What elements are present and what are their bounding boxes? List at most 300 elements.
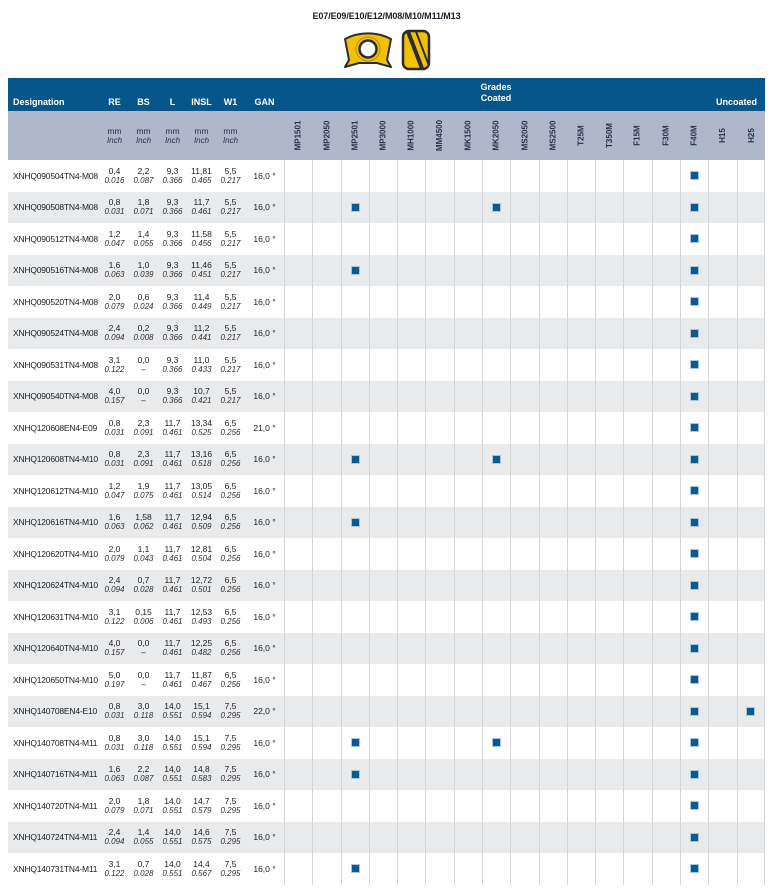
- grade-cell-mp2050: [312, 633, 340, 665]
- bs-value-cell: [129, 633, 158, 665]
- gan-value-cell: 21,0 °: [253, 422, 276, 433]
- re-mm-value: 0,8: [108, 732, 121, 743]
- grade-cell-t350m: [595, 255, 623, 287]
- grade-cell-mp2501: [341, 286, 369, 318]
- bs-value-cell: [129, 412, 158, 444]
- bs-inch-value: 0.091: [133, 427, 154, 437]
- grade-cell-mm4500: [425, 853, 453, 885]
- grade-cell-f30m: [652, 412, 680, 444]
- grade-cell-mp3000: [369, 444, 397, 476]
- grade-cell-mp3000: [369, 223, 397, 255]
- grade-cell-ms2050: [510, 759, 538, 791]
- grade-cell-mm4500: [425, 790, 453, 822]
- grade-cell-mm4500: [425, 570, 453, 602]
- grade-cell-mp1501: [284, 790, 312, 822]
- w1-mm-value: 6,5: [224, 449, 237, 460]
- grade-cell-mh1000: [397, 853, 425, 885]
- gan-value-cell: 16,0 °: [253, 580, 276, 591]
- grade-column-label: F30M: [661, 125, 671, 146]
- grade-cell-t25m: [567, 444, 595, 476]
- table-row: [8, 664, 765, 696]
- grade-cell-t350m: [595, 664, 623, 696]
- bs-mm-value: 1,0: [137, 260, 150, 271]
- re-value-cell: [100, 255, 129, 287]
- bs-inch-value: 0.071: [133, 805, 154, 815]
- designation-cell: XNHQ140731TN4-M11: [13, 863, 98, 874]
- grade-cell-h25: [737, 255, 765, 287]
- bs-value-cell: [129, 255, 158, 287]
- availability-marker: [690, 801, 699, 810]
- availability-marker: [690, 423, 699, 432]
- l-value-cell: [158, 318, 187, 350]
- grade-column-label: MH1000: [406, 120, 416, 151]
- insl-mm-value: 15,1: [193, 701, 210, 712]
- bs-mm-value: 0,0: [137, 386, 150, 397]
- grade-cell-mm4500: [425, 223, 453, 255]
- grade-cell-h15: [708, 349, 736, 381]
- grade-cell-ms2050: [510, 475, 538, 507]
- grade-cell-h25: [737, 853, 765, 885]
- grade-cell-mk2050: [482, 601, 510, 633]
- grade-cell-mk2050: [482, 475, 510, 507]
- insl-inch-value: 0.594: [191, 742, 212, 752]
- l-inch-value: 0.366: [162, 238, 183, 248]
- grade-cell-ms2500: [539, 822, 567, 854]
- grade-cell-f15m: [623, 853, 651, 885]
- grade-cell-ms2500: [539, 759, 567, 791]
- grade-cell-f30m: [652, 822, 680, 854]
- l-value-cell: [158, 223, 187, 255]
- grade-cell-ms2050: [510, 381, 538, 413]
- grade-cell-t350m: [595, 475, 623, 507]
- grade-cell-t25m: [567, 790, 595, 822]
- grade-cell-t25m: [567, 507, 595, 539]
- w1-mm-value: 6,5: [224, 417, 237, 428]
- column-header-re: RE: [108, 97, 121, 107]
- grade-cell-f30m: [652, 160, 680, 192]
- gan-value-cell: 16,0 °: [253, 863, 276, 874]
- l-inch-value: 0.366: [162, 333, 183, 343]
- grade-cell-mh1000: [397, 664, 425, 696]
- grade-cell-f15m: [623, 318, 651, 350]
- re-mm-value: 3,1: [108, 606, 121, 617]
- grade-cell-mp1501: [284, 570, 312, 602]
- grade-cell-ms2500: [539, 255, 567, 287]
- l-value-cell: [158, 412, 187, 444]
- grade-cell-mp1501: [284, 759, 312, 791]
- grade-cell-f40m: [680, 475, 708, 507]
- bs-value-cell: [129, 570, 158, 602]
- table-row: [8, 790, 765, 822]
- grade-cell-h15: [708, 727, 736, 759]
- l-inch-value: 0.551: [162, 837, 183, 847]
- re-mm-value: 2,4: [108, 323, 121, 334]
- grade-cell-mp1501: [284, 475, 312, 507]
- insl-value-cell: [187, 507, 216, 539]
- bs-inch-value: 0.062: [133, 522, 154, 532]
- re-mm-value: 1,2: [108, 228, 121, 239]
- grade-cell-h25: [737, 601, 765, 633]
- re-inch-value: 0.063: [104, 270, 125, 280]
- grade-cell-mp3000: [369, 664, 397, 696]
- grade-cell-mp1501: [284, 381, 312, 413]
- bs-inch-value: 0.091: [133, 459, 154, 469]
- grade-column-label: MK1500: [463, 120, 473, 151]
- w1-mm-value: 6,5: [224, 480, 237, 491]
- table-row: [8, 759, 765, 791]
- designation-cell: XNHQ090512TN4-M08: [13, 233, 98, 244]
- w1-inch-value: 0.295: [220, 805, 241, 815]
- insl-mm-value: 14,8: [193, 764, 210, 775]
- grade-cell-mk2050: [482, 633, 510, 665]
- table-row: [8, 538, 765, 570]
- grade-column-header-mp1501: [284, 111, 312, 160]
- insl-inch-value: 0.579: [191, 805, 212, 815]
- insl-mm-value: 10,7: [193, 386, 210, 397]
- availability-marker: [690, 455, 699, 464]
- designation-cell: XNHQ120608TN4-M10: [13, 454, 98, 465]
- availability-marker: [690, 738, 699, 747]
- designation-cell: XNHQ090540TN4-M08: [13, 391, 98, 402]
- table-row: [8, 853, 765, 885]
- re-value-cell: [100, 790, 129, 822]
- bs-inch-value: 0.075: [133, 490, 154, 500]
- l-mm-value: 11,7: [164, 669, 181, 680]
- grade-cell-t350m: [595, 160, 623, 192]
- re-value-cell: [100, 696, 129, 728]
- insert-icons: [0, 27, 773, 71]
- grade-cell-t350m: [595, 412, 623, 444]
- grade-cell-mp1501: [284, 633, 312, 665]
- grade-cell-ms2500: [539, 538, 567, 570]
- unit-inch-label: Inch: [193, 135, 210, 145]
- grade-cell-h15: [708, 475, 736, 507]
- availability-marker: [690, 549, 699, 558]
- re-mm-value: 1,6: [108, 260, 121, 271]
- grade-cell-t350m: [595, 381, 623, 413]
- bs-value-cell: [129, 444, 158, 476]
- grade-cell-mh1000: [397, 790, 425, 822]
- re-inch-value: 0.157: [104, 396, 125, 406]
- table-row: [8, 475, 765, 507]
- re-value-cell: [100, 538, 129, 570]
- grade-cell-mk1500: [454, 160, 482, 192]
- grade-cell-mm4500: [425, 412, 453, 444]
- uncoated-group-label: Uncoated: [715, 97, 757, 107]
- table-row: [8, 601, 765, 633]
- bs-mm-value: 0,0: [137, 638, 150, 649]
- re-inch-value: 0.016: [104, 175, 125, 185]
- table-row: [8, 696, 765, 728]
- grade-cell-ms2050: [510, 727, 538, 759]
- grade-cell-ms2500: [539, 223, 567, 255]
- grade-cell-mk2050: [482, 853, 510, 885]
- w1-value-cell: [216, 570, 245, 602]
- bs-inch-value: 0.043: [133, 553, 154, 563]
- grade-cell-t25m: [567, 538, 595, 570]
- l-value-cell: [158, 507, 187, 539]
- bs-mm-value: 1,58: [135, 512, 152, 523]
- table-row: [8, 160, 765, 192]
- grade-cell-mh1000: [397, 318, 425, 350]
- bs-inch-value: 0.071: [133, 207, 154, 217]
- gan-value-cell: 16,0 °: [253, 391, 276, 402]
- grade-cell-mp2050: [312, 286, 340, 318]
- w1-inch-value: 0.256: [220, 679, 241, 689]
- grade-cell-t25m: [567, 696, 595, 728]
- grade-cell-ms2050: [510, 570, 538, 602]
- grade-cell-mp2050: [312, 318, 340, 350]
- bs-inch-value: 0.118: [133, 742, 154, 752]
- grade-cell-mp3000: [369, 538, 397, 570]
- insl-inch-value: 0.583: [191, 774, 212, 784]
- bs-value-cell: [129, 223, 158, 255]
- grade-cell-mh1000: [397, 696, 425, 728]
- grade-cell-mp3000: [369, 412, 397, 444]
- grade-cell-f40m: [680, 727, 708, 759]
- table-row: [8, 286, 765, 318]
- l-inch-value: 0.366: [162, 396, 183, 406]
- grade-cell-mp1501: [284, 192, 312, 224]
- grade-cell-mp2050: [312, 696, 340, 728]
- grade-cell-mk1500: [454, 570, 482, 602]
- grade-cell-f30m: [652, 318, 680, 350]
- grade-cell-h15: [708, 570, 736, 602]
- grade-cell-ms2500: [539, 475, 567, 507]
- grade-cell-f30m: [652, 633, 680, 665]
- grade-cell-t25m: [567, 853, 595, 885]
- grade-cell-ms2050: [510, 822, 538, 854]
- grade-cell-ms2050: [510, 633, 538, 665]
- grade-cell-mp2501: [341, 412, 369, 444]
- grade-cell-mp2501: [341, 601, 369, 633]
- insl-mm-value: 11,58: [191, 228, 212, 239]
- re-mm-value: 2,4: [108, 575, 121, 586]
- bs-value-cell: [129, 822, 158, 854]
- re-mm-value: 5,0: [108, 669, 121, 680]
- grade-column-label: MM4500: [435, 119, 445, 152]
- grade-cell-f30m: [652, 223, 680, 255]
- grade-cell-mp2050: [312, 412, 340, 444]
- re-inch-value: 0.031: [104, 427, 125, 437]
- grade-column-header-mm4500: [425, 111, 453, 160]
- l-value-cell: [158, 822, 187, 854]
- grade-cell-mp2050: [312, 160, 340, 192]
- grade-column-label: MP3000: [378, 120, 388, 151]
- grade-cell-h15: [708, 412, 736, 444]
- grade-cell-f40m: [680, 822, 708, 854]
- w1-inch-value: 0.217: [220, 270, 241, 280]
- re-inch-value: 0.079: [104, 301, 125, 311]
- w1-value-cell: [216, 286, 245, 318]
- l-value-cell: [158, 381, 187, 413]
- insert-front-view-icon: [342, 29, 394, 71]
- availability-marker: [690, 864, 699, 873]
- column-header-w1: W1: [223, 97, 238, 107]
- availability-marker: [690, 297, 699, 306]
- re-mm-value: 2,0: [108, 291, 121, 302]
- w1-value-cell: [216, 349, 245, 381]
- insl-value-cell: [187, 475, 216, 507]
- grade-cell-ms2050: [510, 412, 538, 444]
- grade-cell-f40m: [680, 507, 708, 539]
- grade-cell-h25: [737, 475, 765, 507]
- grade-cell-h25: [737, 349, 765, 381]
- bs-mm-value: 3,0: [137, 701, 150, 712]
- grade-cell-f15m: [623, 160, 651, 192]
- availability-marker: [351, 770, 360, 779]
- grade-cell-t350m: [595, 570, 623, 602]
- l-mm-value: 14,0: [164, 764, 181, 775]
- re-inch-value: 0.094: [104, 837, 125, 847]
- insl-inch-value: 0.451: [191, 270, 212, 280]
- grade-cell-mm4500: [425, 822, 453, 854]
- insl-value-cell: [187, 759, 216, 791]
- insl-value-cell: [187, 412, 216, 444]
- insl-value-cell: [187, 349, 216, 381]
- w1-mm-value: 5,5: [224, 165, 237, 176]
- grade-cell-t350m: [595, 318, 623, 350]
- availability-marker: [690, 486, 699, 495]
- insl-mm-value: 11,2: [193, 323, 210, 334]
- grade-cell-mm4500: [425, 664, 453, 696]
- bs-inch-value: 0.055: [133, 837, 154, 847]
- gan-value-cell: 16,0 °: [253, 832, 276, 843]
- grade-cell-mh1000: [397, 381, 425, 413]
- grade-cell-h15: [708, 601, 736, 633]
- insl-mm-value: 11,46: [191, 260, 212, 271]
- grade-cell-mm4500: [425, 192, 453, 224]
- grade-cell-mh1000: [397, 727, 425, 759]
- gan-value-cell: 16,0 °: [253, 643, 276, 654]
- table-row: [8, 223, 765, 255]
- re-mm-value: 0,4: [108, 165, 121, 176]
- insl-mm-value: 12,25: [190, 638, 213, 649]
- grade-cell-h15: [708, 664, 736, 696]
- availability-marker: [351, 203, 360, 212]
- grade-cell-mp2501: [341, 853, 369, 885]
- grade-cell-ms2500: [539, 570, 567, 602]
- grade-cell-t25m: [567, 381, 595, 413]
- bs-mm-value: 2,2: [137, 764, 150, 775]
- re-value-cell: [100, 664, 129, 696]
- bs-value-cell: [129, 759, 158, 791]
- bs-mm-value: 1,8: [137, 795, 150, 806]
- grade-cell-f30m: [652, 349, 680, 381]
- grade-cell-ms2500: [539, 444, 567, 476]
- bs-mm-value: 0,7: [137, 575, 150, 586]
- unit-mm-label: mm: [136, 125, 151, 136]
- grade-cell-mk2050: [482, 664, 510, 696]
- grade-cell-mp3000: [369, 255, 397, 287]
- bs-mm-value: 0,6: [137, 291, 150, 302]
- grade-cell-mp2501: [341, 570, 369, 602]
- grade-cell-h15: [708, 538, 736, 570]
- l-value-cell: [158, 160, 187, 192]
- bs-value-cell: [129, 538, 158, 570]
- re-value-cell: [100, 192, 129, 224]
- column-header-bs: BS: [137, 97, 150, 107]
- w1-value-cell: [216, 727, 245, 759]
- unit-inch-label: Inch: [164, 135, 181, 145]
- grade-cell-h15: [708, 255, 736, 287]
- grade-cell-h15: [708, 507, 736, 539]
- insl-inch-value: 0.509: [191, 522, 212, 532]
- grade-cell-f15m: [623, 223, 651, 255]
- l-value-cell: [158, 538, 187, 570]
- bs-inch-value: –: [141, 364, 146, 374]
- availability-marker: [690, 612, 699, 621]
- re-inch-value: 0.094: [104, 333, 125, 343]
- insl-mm-value: 11,0: [193, 354, 210, 365]
- w1-inch-value: 0.217: [220, 238, 241, 248]
- grade-cell-mk1500: [454, 381, 482, 413]
- grade-cell-h25: [737, 160, 765, 192]
- w1-inch-value: 0.256: [220, 553, 241, 563]
- table-header-bar: [8, 78, 765, 111]
- designation-cell: XNHQ140716TN4-M11: [13, 769, 98, 780]
- grade-cell-mp2050: [312, 381, 340, 413]
- grade-cell-mp3000: [369, 570, 397, 602]
- unit-mm-label: mm: [165, 125, 180, 136]
- table-row: [8, 570, 765, 602]
- grade-cell-mk1500: [454, 444, 482, 476]
- insl-value-cell: [187, 853, 216, 885]
- bs-mm-value: 0,0: [137, 354, 150, 365]
- unit-inch-label: Inch: [222, 135, 239, 145]
- grade-cell-mm4500: [425, 318, 453, 350]
- grade-cell-h15: [708, 160, 736, 192]
- insl-mm-value: 12,72: [190, 575, 213, 586]
- grade-cell-h15: [708, 790, 736, 822]
- w1-value-cell: [216, 160, 245, 192]
- l-inch-value: 0.366: [162, 207, 183, 217]
- grade-cell-f30m: [652, 727, 680, 759]
- grade-cell-mk2050: [482, 349, 510, 381]
- grade-cell-f15m: [623, 381, 651, 413]
- insl-inch-value: 0.449: [191, 301, 212, 311]
- insl-inch-value: 0.433: [191, 364, 212, 374]
- grade-column-header-h15: [708, 111, 736, 160]
- grade-cell-f15m: [623, 759, 651, 791]
- w1-mm-value: 5,5: [224, 197, 237, 208]
- w1-mm-value: 5,5: [224, 354, 237, 365]
- w1-inch-value: 0.217: [220, 396, 241, 406]
- re-mm-value: 1,2: [108, 480, 121, 491]
- gan-value-cell: 22,0 °: [253, 706, 276, 717]
- l-mm-value: 14,0: [164, 732, 181, 743]
- insl-mm-value: 15,1: [193, 732, 210, 743]
- grades-group-label: Grades: [480, 82, 512, 92]
- grade-cell-f30m: [652, 664, 680, 696]
- re-inch-value: 0.197: [104, 679, 125, 689]
- l-value-cell: [158, 727, 187, 759]
- grade-cell-h25: [737, 507, 765, 539]
- grade-cell-mp1501: [284, 696, 312, 728]
- grade-cell-f30m: [652, 381, 680, 413]
- designation-cell: XNHQ090508TN4-M08: [13, 202, 98, 213]
- grade-cell-h15: [708, 223, 736, 255]
- w1-mm-value: 5,5: [224, 291, 237, 302]
- grade-cell-mp3000: [369, 507, 397, 539]
- gan-value-cell: 16,0 °: [253, 296, 276, 307]
- insl-mm-value: 14,4: [193, 858, 210, 869]
- l-inch-value: 0.551: [162, 742, 183, 752]
- insl-inch-value: 0.421: [191, 396, 212, 406]
- grade-cell-mp3000: [369, 790, 397, 822]
- grade-cell-mk1500: [454, 192, 482, 224]
- grade-cell-mk2050: [482, 318, 510, 350]
